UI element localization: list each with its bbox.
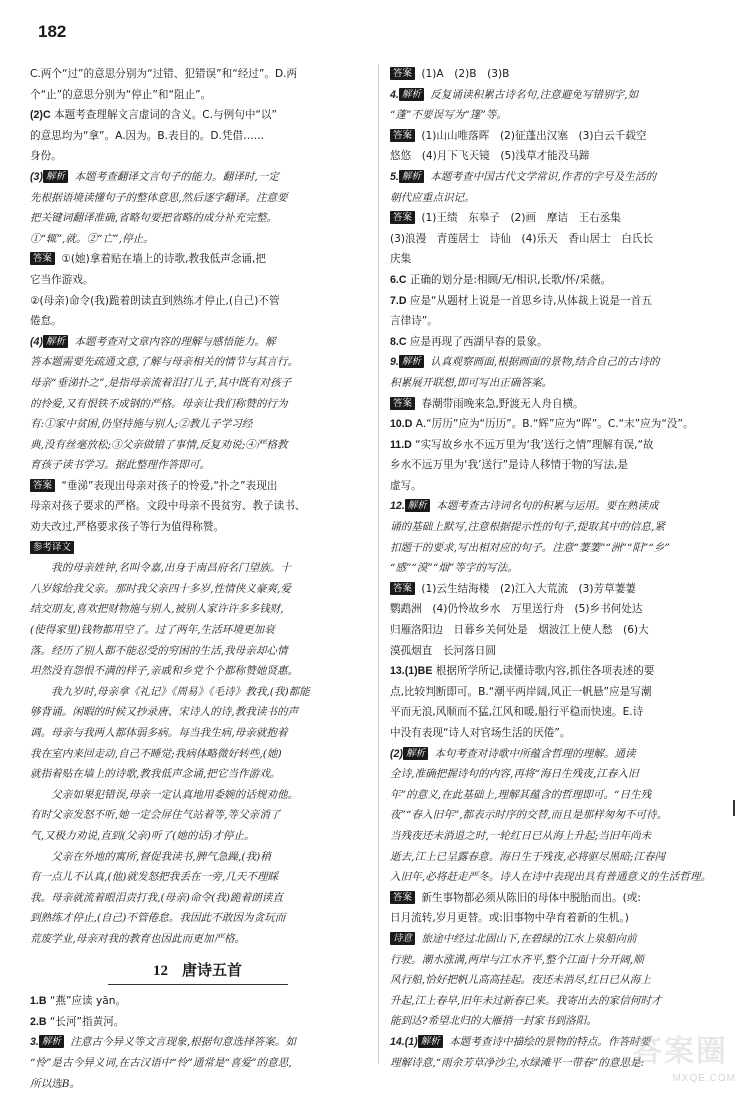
question-number: 1.B [30, 995, 47, 1007]
text-line: 诵的基础上默写,注意根据提示性的句子,提取其中的信息,紧 [390, 517, 728, 538]
answer-tag: 答案 [390, 211, 415, 224]
text-line: ②(母亲)命令(我)跪着朗读直到熟练才停止,(自己)不管 [30, 291, 365, 312]
answer-block-r13 [390, 888, 728, 929]
answer-tag: 答案 [390, 891, 415, 904]
lesson-title-text: 唐诗五首 [182, 961, 242, 979]
translation-block [30, 558, 365, 949]
text-line: “感”“漠”“烟”等字的写法。 [390, 558, 728, 579]
item-1 [30, 991, 365, 1012]
analysis-tag: 解析 [39, 1035, 64, 1048]
text-line: 落。经历了别人都不能忍受的穷困的生活,我母亲却心情 [30, 641, 365, 662]
column-divider [378, 64, 379, 1064]
question-number: (2) [390, 748, 403, 760]
text-line: 年”的意义,在此基础上,理解其蕴含的哲理即可。“日生残 [390, 785, 728, 806]
text-line: A.“厉历”应为“历历”。B.“辉”应为“晖”。C.“末”应为“没”。 [412, 418, 693, 430]
answer-tag: 答案 [390, 397, 415, 410]
text-line: 气,又极力劝说,直到(父亲)听了(她的话)才停止。 [30, 826, 365, 847]
right-column [390, 64, 728, 1073]
text-line: 有时父亲发怒不听,她一定会屏住气站着等,等父亲消了 [30, 805, 365, 826]
text-line: 入旧年,必将赶走严冬。诗人在诗中表现出具有普通意义的生活哲理。 [390, 867, 728, 888]
item-r7 [390, 291, 728, 332]
text-line: 本题考查诗中描绘的景物的特点。作答时要 [446, 1036, 651, 1048]
item-r10 [390, 414, 728, 435]
answer-tag: 答案 [390, 67, 415, 80]
text-line: 我九岁时,母亲拿《礼记》《周易》《毛诗》教我,(我)都能 [30, 682, 365, 703]
text-line: 坦然没有怨恨不满的样子,亲戚和乡党个个都称赞她贤惠。 [30, 661, 365, 682]
text-line: 正确的划分是:相顾/无/相识,长歌/怀/采薇。 [407, 274, 612, 286]
analysis-block-4 [30, 332, 365, 476]
lesson-title [30, 960, 365, 986]
question-number: 7.D [390, 295, 407, 307]
text-line: 日月流转,岁月更替。或:旧事物中孕育着新的生机。) [390, 908, 728, 929]
text-line: 答本题需要先疏通文意,了解与母亲相关的情节与其言行。 [30, 352, 365, 373]
item-r11 [390, 435, 728, 497]
text-line: 夜”“春入旧年”,都表示时序的交替,而且是那样匆匆不可待。 [390, 805, 728, 826]
text-line: 八岁嫁给我父亲。那时我父亲四十多岁,性情侠义豪爽,爱 [30, 579, 365, 600]
text-line: 应是“从题材上说是一首思乡诗,从体裁上说是一首五 [407, 295, 652, 307]
question-number: 5. [390, 171, 399, 183]
answer-tag: 答案 [390, 582, 415, 595]
translation-header [30, 538, 365, 559]
question-number: 13.(1)BE [390, 665, 432, 677]
text-line: 先根据语境读懂句子的整体意思,然后逐字翻译。注意要 [30, 188, 365, 209]
answer-tag: 答案 [30, 252, 55, 265]
text-line: 能到达?希望北归的大雁捎一封家书到洛阳。 [390, 1011, 728, 1032]
question-number: 4. [390, 89, 399, 101]
answer-block-3 [30, 249, 365, 331]
text-line: 逝去,江上已呈露春意。海日生于残夜,必将驱尽黑暗;江春闯 [390, 847, 728, 868]
text-line: 平而无浪,风顺而不猛,江风和暖,船行平稳而快速。E.诗 [390, 702, 728, 723]
question-number: 9. [390, 356, 399, 368]
text-line: 言律诗”。 [390, 311, 728, 332]
text-line: 调。母亲与我两人都体弱多病。每当我生病,母亲就抱着 [30, 723, 365, 744]
text-line: 我的母亲姓钟,名叫令嘉,出身于南昌府名门望族。十 [30, 558, 365, 579]
text-line: 行驶。潮水涨满,两岸与江水齐平,整个江面十分开阔,顺 [390, 950, 728, 971]
text-line: 本题考查中国古代文学常识,作者的字号及生活的 [427, 171, 656, 183]
question-number: (4) [30, 336, 43, 348]
text-line: 点,比较判断即可。B.“潮平两岸阔,风正一帆悬”应是写潮 [390, 682, 728, 703]
item-r8 [390, 332, 728, 353]
text-line: 虚写。 [390, 476, 728, 497]
analysis-tag: 解析 [43, 335, 68, 348]
poem-meaning-block [390, 929, 728, 1032]
question-number: 2.B [30, 1016, 47, 1028]
item-2 [30, 1012, 365, 1033]
page-number: 182 [38, 22, 66, 42]
analysis-tag: 解析 [405, 499, 430, 512]
text-line: 我在室内来回走动,自己不睡觉;我病体略微好转些,(她) [30, 744, 365, 765]
text-line: 朝代应重点识记。 [390, 188, 728, 209]
question-number: 10.D [390, 418, 412, 430]
answer-tag: 答案 [30, 479, 55, 492]
text-line: 有:①家中贫困,仍坚持施与别人;②教儿子学习经 [30, 414, 365, 435]
lesson-number: 12 [153, 963, 168, 979]
watermark [616, 1024, 736, 1084]
text-line: 所以选B。 [30, 1074, 365, 1094]
question-number: 8.C [390, 336, 407, 348]
text-line: 理解诗意,“雨余芳草净沙尘,水绿滩平一带春”的意思是: [390, 1053, 728, 1074]
margin-mark [733, 800, 735, 816]
text-line: 我。母亲就流着眼泪责打我,(母亲)命令(我)跪着朗读直 [30, 888, 365, 909]
analysis-block-r4 [390, 85, 728, 126]
answer-block-r12 [390, 579, 728, 661]
text-line: 认真观察画面,根据画面的景物,结合自己的古诗的 [427, 356, 660, 368]
text-line: 本句考查对诗歌中所蕴含哲理的理解。通读 [431, 748, 636, 760]
text-line: 倦怠。 [30, 311, 365, 332]
text-line: 归雁洛阳边 日暮乡关何处是 烟波江上使人愁 (6)大 [390, 620, 728, 641]
text-line: 把关键词翻译准确,省略句要把省略的成分补充完整。 [30, 208, 365, 229]
text-line: 升起,江上春早,旧年未过新春已来。我寄出去的家信何时才 [390, 991, 728, 1012]
analysis-tag: 解析 [399, 88, 424, 101]
analysis-block-r13 [390, 744, 728, 888]
text-line: 个“止”的意思分别为“停止”和“阻止”。 [30, 85, 365, 106]
text-line: 它当作游戏。 [30, 270, 365, 291]
text-line: 全诗,准确把握诗句的内容,再将“海日生残夜,江春入旧 [390, 764, 728, 785]
analysis-tag: 解析 [403, 747, 428, 760]
answer-tag: 答案 [390, 129, 415, 142]
text-line: 庆集 [390, 249, 728, 270]
analysis-block-r12 [390, 496, 728, 578]
question-number: 11.D [390, 439, 412, 451]
text-line: 应是再现了西湖早春的景象。 [407, 336, 548, 348]
text-line: 有一点儿不认真,(他)就发怒把我丢在一旁,几天不理睬 [30, 867, 365, 888]
text-line: 注意古今异义等文言现象,根据句意选择答案。如 [67, 1036, 296, 1048]
text-line: 到熟练才停止,(自己)不管倦怠。我因此不敢因为贪玩而 [30, 908, 365, 929]
analysis-tag: 解析 [399, 170, 424, 183]
text-line: 扣题干的要求,写出相对应的句子。注意“萋萋”“洲”“阳”“乡” [390, 538, 728, 559]
answer-block-r1 [390, 64, 728, 85]
text-line: (3)浪漫 青莲居士 诗仙 (4)乐天 香山居士 白氏长 [390, 229, 728, 250]
text-line: (1)云生结海楼 (2)江入大荒流 (3)芳草萋萋 [418, 583, 636, 595]
text-line: 就指着贴在墙上的诗歌,教我低声念诵,把它当作游戏。 [30, 764, 365, 785]
text-line: (1)A (2)B (3)B [418, 68, 509, 80]
text-line: 悠悠 (4)月下飞天镜 (5)浅草才能没马蹄 [390, 146, 728, 167]
text-line: 积累展开联想,即可写出正确答案。 [390, 373, 728, 394]
text-line: 父亲如果犯错误,母亲一定认真地用委婉的话规劝他。 [30, 785, 365, 806]
text-line: 风行船,恰好把帆儿高高挂起。夜还未消尽,红日已从海上 [390, 970, 728, 991]
text-line: 本题考查理解文言虚词的含义。C.与例句中“以” [51, 109, 277, 121]
text-line: 本题考查翻译文言句子的能力。翻译时,一定 [71, 171, 279, 183]
text-line: 的怜爱,又有恨铁不成钢的严格。母亲让我们称赞的行为 [30, 394, 365, 415]
text-line: “长河”指黄河。 [47, 1016, 125, 1028]
text-line: 鹦鹉洲 (4)仍怜故乡水 万里送行舟 (5)乡书何处达 [390, 599, 728, 620]
text-line: 旅途中经过北固山下,在碧绿的江水上泉船向前 [418, 933, 637, 945]
text-line: 当残夜还未消退之时,一轮红日已从海上升起;当旧年尚未 [390, 826, 728, 847]
text-line: 母亲“垂涕扑之”,是指母亲流着泪打儿子,其中既有对孩子 [30, 373, 365, 394]
text-line: 春潮带雨晚来急,野渡无人舟自横。 [418, 398, 584, 410]
question-number: 12. [390, 500, 405, 512]
item-r6 [390, 270, 728, 291]
text-line: 乡水不远万里为‘我’送行”是诗人移情于物的写法,是 [390, 455, 728, 476]
answer-block-r9 [390, 394, 728, 415]
text-line: (1)山山唯落晖 (2)征蓬出汉塞 (3)白云千载空 [418, 130, 646, 142]
text-line: 新生事物都必须从陈旧的母体中脱胎而出。(或: [418, 892, 641, 904]
left-column [30, 64, 365, 1094]
text-line: ①“辄”,就。②“亡”,停止。 [30, 229, 365, 250]
text-line: 中没有表现“诗人对官场生活的厌倦”。 [390, 723, 728, 744]
answer-block-1c [30, 64, 365, 105]
text-line: 反复诵读积累古诗名句,注意避免写错别字,如 [427, 89, 638, 101]
analysis-tag: 解析 [43, 170, 68, 183]
text-line: “垂涕”表现出母亲对孩子的怜爱,“扑之”表现出 [58, 480, 277, 492]
text-line: 结交朋友,喜欢把财物施与别人,被别人家许许多多钱财, [30, 599, 365, 620]
text-line: “怜”是古今异义词,在古汉语中“怜”通常是“喜爱”的意思, [30, 1053, 365, 1074]
answer-block-r5 [390, 208, 728, 270]
text-line: 父亲在外地的寓所,督促我读书,脾气急躁,(我)稍 [30, 847, 365, 868]
text-line: 荒废学业,母亲对我的教育也因此而更加严格。 [30, 929, 365, 950]
item-r13 [390, 661, 728, 743]
text-line: 本题考查古诗词名句的积累与运用。要在熟读成 [433, 500, 659, 512]
text-line: 根据所学所记,读懂诗歌内容,抓住各项表述的要 [432, 665, 654, 677]
analysis-block-r9 [390, 352, 728, 393]
text-line: ①(她)拿着贴在墙上的诗歌,教我低声念诵,把 [58, 253, 266, 265]
text-line: “实写故乡水不远万里为‘我’送行之情”理解有误,“故 [412, 439, 654, 451]
question-number: 6.C [390, 274, 407, 286]
text-line: 劝夫改过,严格要求孩子等行为值得称赞。 [30, 517, 365, 538]
watermark-text: MXQE.COM [672, 1073, 736, 1084]
watermark-logo: 答案圈 [632, 1026, 728, 1070]
text-line: 母亲对孩子要求的严格。文段中母亲不畏贫穷、教子读书、 [30, 496, 365, 517]
item-3 [30, 1032, 365, 1094]
text-line: C.两个“过”的意思分别为“过错、犯错误”和“经过”。D.两 [30, 64, 365, 85]
text-line: 典,没有丝毫放松;③父亲做错了事情,反复劝说;④严格教 [30, 435, 365, 456]
analysis-block-r5 [390, 167, 728, 208]
text-line: 够背诵。闲暇的时候又抄录唐、宋诗人的诗,教我读书的声 [30, 702, 365, 723]
question-number: (2)C [30, 109, 51, 121]
analysis-block-3 [30, 167, 365, 249]
text-line: 的意思均为“拿”。A.因为。B.表目的。D.凭借…… [30, 126, 365, 147]
question-number: (3) [30, 171, 43, 183]
text-line: 身份。 [30, 146, 365, 167]
question-number: 3. [30, 1036, 39, 1048]
answer-block-2 [30, 105, 365, 167]
text-line: (使得家里)钱物都用空了。过了两年,生活环境更加衰 [30, 620, 365, 641]
question-number: 14.(1) [390, 1036, 418, 1048]
translation-tag: 参考译文 [30, 541, 74, 554]
poem-meaning-tag: 诗意 [390, 932, 415, 945]
text-line: (1)王绩 东皋子 (2)画 摩诘 王右丞集 [418, 212, 621, 224]
text-line: 育孩子读书学习。据此整理作答即可。 [30, 455, 365, 476]
text-line: 本题考查对文章内容的理解与感悟能力。解 [71, 336, 276, 348]
answer-block-4 [30, 476, 365, 538]
analysis-tag: 解析 [418, 1035, 443, 1048]
answer-block-r4 [390, 126, 728, 167]
analysis-tag: 解析 [399, 355, 424, 368]
text-line: “燕”应读 yān。 [47, 995, 127, 1007]
text-line: “蓬”不要误写为“篷”等。 [390, 105, 728, 126]
text-line: 漠孤烟直 长河落日圆 [390, 641, 728, 662]
